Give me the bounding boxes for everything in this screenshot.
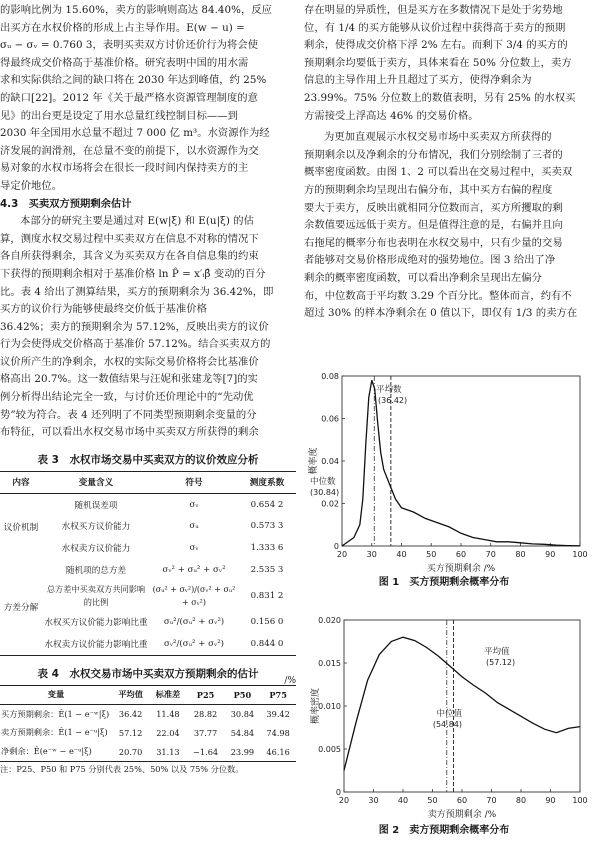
text-line: 预期剩余均要低于卖方，具体来看在 50% 分位数上，卖方 [304, 56, 572, 69]
table-group-label: 议价机制 [3, 522, 39, 533]
table-header: 平均值 [118, 689, 143, 700]
x-tick-label: 20 [336, 550, 348, 559]
left-top-paragraph [0, 0, 296, 196]
table-cell: σᵥ [189, 499, 199, 510]
left-column [0, 0, 296, 776]
x-tick-label: 90 [545, 796, 556, 805]
text-line: σᵤ − σᵥ = 0.760 3，表明买卖双方讨价还价行为将会使 [0, 39, 259, 52]
table3 [0, 471, 296, 656]
table-cell: 卖方预期剩余：Ê(1 − e⁻ᵘ|ξ) [1, 727, 108, 738]
table-cell: σᵥ²/(σᵤ² + σᵥ²) [163, 639, 225, 650]
x-tick-label: 80 [515, 550, 526, 559]
text-line: 布特征，可以看出水权交易市场中买卖双方所获得的剩余 [0, 426, 259, 439]
table3-title: 表 3 水权市场交易中买卖双方的议价效应分析 [37, 453, 259, 466]
table-row [0, 742, 296, 761]
table4-note: 注：P25、P50 和 P75 分别代表 25%、50% 以及 75% 分位数。 [0, 763, 244, 774]
x-tick-label: 20 [338, 796, 350, 805]
table-cell: 28.82 [193, 709, 218, 720]
table-row [0, 537, 296, 559]
chart-2-svg [304, 604, 588, 820]
text-line: 36.42%；卖方的预期剩余为 57.12%，反映出卖方的议价 [0, 320, 269, 333]
x-tick-label: 80 [515, 796, 527, 805]
y-tick-label: 0.010 [318, 702, 341, 711]
table-header: 测度系数 [249, 478, 285, 489]
text-line: 存在明显的异质性，但是买方在多数情况下是处于劣势地 [304, 4, 563, 16]
mean-annotation-label: 平均值 [484, 647, 510, 657]
x-tick-label: 100 [572, 550, 588, 559]
y-tick-label: 0.08 [321, 372, 339, 381]
text-line: 右拖尾的概率分布也表明在水权交易中，只有少量的交易 [304, 236, 563, 249]
median-annotation-label: 中位值 [436, 709, 462, 719]
text-line: 比。表 4 给出了测算结果，买方的预期剩余为 36.42%，即 [0, 285, 274, 298]
text-line: 易对象的水权市场将会在很长一段时间内保持卖方的主 [0, 162, 249, 175]
right-column [304, 0, 594, 323]
text-line: 概率密度函数。由图 1、2 可以看出在交易过程中，买卖双 [304, 166, 573, 179]
table-cell: 0.654 2 [250, 499, 284, 510]
y-axis-label: 概率密度 [311, 687, 321, 725]
x-tick-label: 60 [456, 796, 468, 805]
table-cell: 2.535 3 [250, 565, 284, 576]
text-line: 行为会使得成交价格高于基准价 57.12%。结合买卖双方的 [0, 338, 271, 351]
table-row [0, 515, 296, 537]
chart-1-svg [304, 362, 588, 574]
table-cell: (σᵤ² + σᵥ²)/(σᵥ² + σᵤ² + σᵥ²) [152, 585, 236, 608]
table-row [0, 493, 296, 515]
text-line: 格高出 20.7%。这一数值结果与汪妮和张建龙等[7]的实 [0, 373, 258, 386]
table-header: 变量含义 [78, 478, 114, 489]
x-tick-label: 90 [545, 550, 556, 559]
x-tick-label: 100 [572, 796, 588, 805]
table-cell: 随机误差项 [74, 500, 118, 511]
table-header: 标准差 [155, 689, 181, 700]
table-cell: 净剩余：Ê(e⁻ʷ − e⁻ᵘ|ξ) [1, 746, 92, 757]
left-mid-paragraph [0, 213, 296, 442]
text-line: 得最终成交价格高于基准价格。研究表明中国的用水需 [0, 56, 249, 69]
x-tick-label: 70 [486, 796, 497, 805]
table-cell: 36.42 [118, 709, 143, 720]
text-line: 位，有 1/4 的买方能够从议价过程中获得高于卖方的预期 [304, 21, 566, 34]
table-row [0, 704, 296, 723]
text-line: 例分析得出结论完全一致，与讨价还价理论中的“先动优 [0, 391, 254, 404]
text-line: 买方的议价行为能够使最终交价低于基准价格 [0, 303, 207, 316]
table-header-row [0, 685, 296, 704]
table-header: P75 [269, 689, 287, 700]
median-annotation-label: 中位数 [310, 477, 336, 487]
x-axis-label: 卖方预期剩余 /% [427, 810, 497, 820]
table-cell: 买方预期剩余：Ê(1 − e⁻ʷ|ξ) [1, 708, 110, 719]
table-cell: 54.84 [230, 727, 255, 738]
table-cell: 31.13 [156, 746, 180, 757]
text-line: 求和实际供给之间的缺口将在 2030 年达到峰值，约 25% [0, 74, 267, 87]
right-top-paragraph [304, 0, 594, 125]
table4-title: 表 4 水权交易市场中买卖双方预期剩余的估计 [37, 667, 259, 680]
table-header: 符号 [185, 478, 203, 489]
x-tick-label: 70 [485, 550, 496, 559]
table-cell: 0.156 0 [250, 617, 284, 628]
table4-unit: /% [284, 675, 296, 686]
text-line: 各自所获得剩余，其含义为买卖双方在各自信息集的约束 [0, 250, 259, 263]
table-header: 变量 [47, 689, 65, 700]
table-cell: 水权买方议价能力影响比重 [44, 618, 148, 629]
text-line: 导定价地位。 [0, 179, 63, 192]
text-line: 议价所产生的净剩余，水权的实际交易价格将会比基准价 [0, 355, 259, 368]
table-row [0, 611, 296, 633]
section-heading: 4.3 买卖双方预期剩余估计 [0, 197, 132, 210]
table-cell: 57.12 [118, 727, 143, 738]
text-line: 预期剩余以及净剩余的分布情况，我们分别绘制了三者的 [304, 148, 563, 161]
table-cell: 23.99 [230, 746, 255, 757]
table-cell: σᵥ [189, 543, 199, 554]
mean-annotation-value: (36.42) [378, 396, 408, 405]
table-cell: −1.64 [193, 746, 219, 757]
text-line: 剩余，使得成交价格下浮 2% 左右。而剩下 3/4 的买方的 [304, 39, 568, 52]
table-header: P25 [196, 689, 215, 700]
table-cell: σᵥ² + σᵤ² + σᵥ² [162, 565, 226, 576]
y-tick-label: 0.02 [321, 499, 339, 509]
table-cell: 39.42 [266, 709, 290, 720]
table-cell: 22.04 [156, 727, 180, 738]
table-cell: 水权买方议价能力 [61, 522, 131, 533]
text-line: 方的预期剩余均呈现出右偏分布，其中买方右偏的程度 [304, 183, 553, 196]
text-line: 为更加直观展示水权交易市场中买卖双方所获得的 [324, 131, 552, 144]
y-tick-label: 0.005 [318, 745, 341, 754]
text-line: 的影响比例为 15.60%，卖方的影响则高达 84.40%，反应 [0, 4, 273, 16]
y-tick-label: 0.015 [318, 659, 341, 668]
text-line: 余数值要远远低于卖方。但是值得注意的是，右偏并且向 [304, 219, 563, 232]
figure-2 [304, 604, 588, 836]
text-line: 本部分的研究主要是通过对 E(w|ξ) 和 E(u|ξ) 的估 [20, 215, 254, 228]
table-header: 内容 [12, 478, 30, 489]
table-row [0, 581, 296, 611]
table-row [0, 559, 296, 581]
table-cell: 总方差中买卖双方共同影响的比例 [46, 584, 146, 608]
table-row [0, 633, 296, 655]
text-line: 见》的出台更是设定了用水总量红线控制目标——到 [0, 109, 238, 122]
density-curve [342, 380, 580, 546]
text-line: 的缺口[22]。2012 年《关于最严格水资源管理制度的意 [0, 91, 259, 104]
figure-1 [304, 362, 588, 588]
text-line: 者能够对交易价格形成绝对的强势地位。图 3 给出了净 [304, 254, 556, 267]
text-line: 出买方在水权价格的形成上占主导作用。E(w − u) = [0, 21, 245, 34]
mean-annotation-value: (57.12) [486, 658, 516, 667]
text-line: 23.99%。75% 分位数上的数值表明，另有 25% 的水权买 [304, 91, 576, 104]
text-line: 算，测度水权交易过程中买卖双方在信息不对称的情况下 [0, 232, 259, 245]
text-line: 剩余的概率密度函数，可以看出净剩余呈现出左偏分 [304, 271, 542, 284]
x-tick-label: 50 [426, 550, 437, 559]
median-annotation-value: (30.84) [310, 488, 340, 497]
table-group-label: 方差分解 [3, 603, 39, 614]
x-axis-label: 买方预期剩余 /% [426, 564, 496, 574]
table-cell: 20.70 [118, 746, 143, 757]
table-cell: 74.98 [266, 727, 290, 738]
text-line: 超过 30% 的样本净剩余在 0 值以下，即仅有 1/3 的卖方在 [304, 307, 578, 320]
median-annotation-value: (54.84) [432, 720, 462, 729]
y-tick-label: 0 [335, 788, 341, 797]
table4 [0, 685, 296, 762]
table-cell: σᵤ²/(σᵤ² + σᵥ²) [163, 617, 225, 628]
table-header-row [0, 471, 296, 493]
table-cell: 0.573 3 [250, 521, 284, 532]
table-cell: 随机项的总方差 [65, 566, 127, 577]
y-tick-label: 0.06 [321, 414, 339, 424]
table-cell: 11.48 [156, 709, 180, 720]
table-cell: 37.77 [193, 727, 218, 738]
text-line: 2030 年全国用水总量不超过 7 000 亿 m³。水资源作为经 [0, 127, 270, 140]
x-tick-label: 60 [455, 550, 467, 559]
x-tick-label: 30 [368, 796, 379, 805]
y-axis-label: 概率度 [309, 447, 319, 475]
y-tick-label: 0.020 [318, 616, 341, 625]
figure-1-caption: 图 1 买方预期剩余概率分布 [378, 577, 510, 588]
plot-frame [344, 620, 580, 792]
density-curve [344, 637, 580, 770]
text-line: 济发展的润滑剂，在总量不变的前提下，以水资源作为交 [0, 144, 259, 157]
table-cell: σᵤ [189, 521, 199, 532]
y-tick-label: 0 [333, 542, 339, 551]
text-line: 要大于卖方，反映出就相同分位数而言，买方所攫取的剩 [304, 201, 563, 214]
table-cell: 30.84 [230, 709, 255, 720]
text-line: 布，中位数高于平均数 3.29 个百分比。整体而言，约有不 [304, 289, 572, 302]
right-mid-paragraph [304, 129, 594, 323]
text-line: 下获得的预期剩余相对于基准价格 ln P̂ = x′ᵢβ̂ 变动的百分 [0, 267, 266, 280]
x-tick-label: 30 [366, 550, 377, 559]
table-cell: 水权卖方议价能力影响比重 [44, 640, 148, 651]
table-cell: 0.831 2 [250, 591, 284, 602]
mean-annotation-label: 平均数 [376, 385, 402, 395]
text-line: 信息的主导作用上升且超过了买方，使得净剩余为 [304, 74, 532, 87]
table-cell: 水权卖方议价能力 [61, 544, 131, 555]
table-header: P50 [233, 689, 252, 700]
table-cell: 46.16 [266, 746, 290, 757]
figure-2-caption: 图 2 卖方预期剩余概率分布 [378, 825, 510, 836]
table-cell: 1.333 6 [250, 543, 284, 554]
text-line: 势”较为符合。表 4 还列明了不同类型预期剩余变量的分 [0, 408, 257, 421]
text-line: 方需接受上浮高达 46% 的交易价格。 [304, 109, 479, 122]
x-tick-label: 40 [397, 796, 409, 805]
x-tick-label: 50 [427, 796, 438, 805]
x-tick-label: 40 [396, 550, 407, 559]
y-tick-label: 0.04 [321, 457, 339, 466]
table-cell: 0.844 0 [250, 639, 284, 650]
table-row [0, 723, 296, 742]
